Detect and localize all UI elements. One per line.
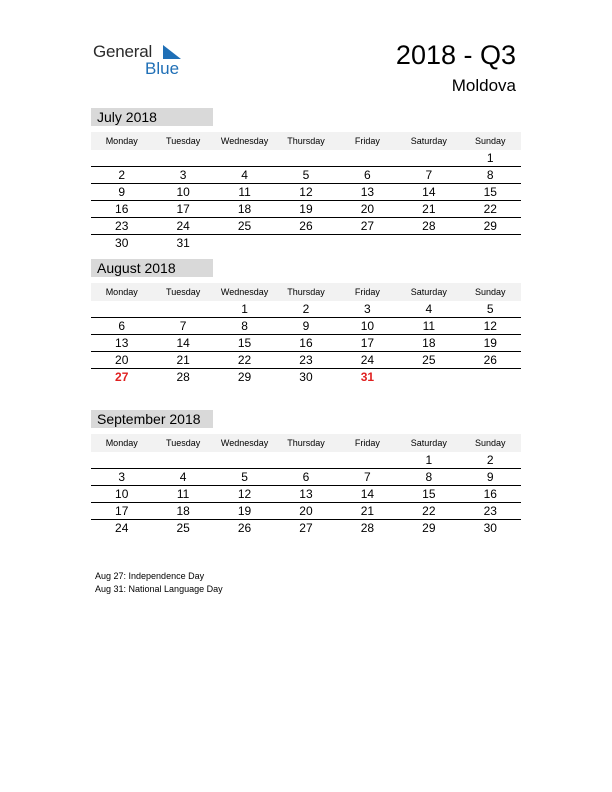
day-cell [152, 452, 213, 468]
week-row [91, 335, 521, 352]
day-cell: 1 [425, 453, 433, 467]
day-cell: 12 [299, 185, 313, 199]
day-cell: 11 [238, 185, 251, 199]
week-row [91, 520, 521, 537]
weekday-label: Saturday [410, 438, 447, 448]
day-cell: 4 [179, 470, 187, 484]
logo-text-general: General [93, 42, 153, 61]
day-cell: 17 [115, 504, 129, 518]
holiday-note: Aug 31: National Language Day [95, 584, 223, 594]
day-cell [460, 235, 521, 252]
day-cell: 15 [237, 336, 252, 350]
day-cell: 8 [241, 319, 248, 333]
day-cell: 16 [483, 487, 497, 501]
weekday-label: Thursday [287, 287, 325, 297]
day-cell [337, 150, 398, 166]
week-row [91, 503, 521, 520]
weekday-header-row [91, 132, 521, 150]
day-cell: 20 [115, 353, 129, 367]
day-cell [275, 150, 336, 166]
week-row [91, 167, 521, 184]
holiday-day-cell: 27 [115, 370, 129, 384]
weekday-label: Thursday [287, 136, 325, 146]
day-cell: 20 [299, 504, 313, 518]
day-cell: 26 [237, 521, 252, 535]
day-cell [460, 369, 521, 386]
day-cell: 10 [115, 487, 129, 501]
week-row [91, 352, 521, 369]
holiday-day-cell: 31 [360, 370, 375, 384]
day-cell: 30 [483, 521, 497, 535]
day-cell: 10 [176, 185, 190, 199]
month-calendar [91, 410, 521, 537]
day-cell: 15 [483, 185, 497, 199]
week-row [91, 452, 521, 469]
weekday-label: Sunday [474, 438, 506, 448]
day-cell: 21 [360, 504, 375, 518]
weekday-label: Wednesday [220, 287, 269, 297]
day-cell: 24 [176, 219, 190, 233]
day-cell: 23 [299, 353, 313, 367]
page-title: 2018 - Q3 [395, 40, 516, 70]
day-cell: 18 [422, 336, 436, 350]
day-cell: 1 [486, 151, 494, 165]
day-cell: 12 [483, 319, 497, 333]
day-cell: 16 [299, 336, 313, 350]
day-cell: 8 [425, 470, 433, 484]
weekday-label: Tuesday [166, 287, 201, 297]
day-cell [398, 369, 459, 386]
week-row [91, 218, 521, 235]
day-cell: 7 [364, 470, 371, 484]
day-cell: 1 [241, 302, 248, 316]
weekday-label: Tuesday [166, 136, 201, 146]
month-calendar [91, 108, 521, 252]
day-cell: 3 [364, 302, 371, 316]
holiday-notes [95, 570, 223, 596]
day-cell [152, 150, 213, 166]
day-cell [275, 235, 336, 252]
month-header: July 2018 [91, 108, 213, 126]
week-row [91, 150, 521, 167]
day-cell: 19 [299, 202, 313, 216]
day-cell: 22 [237, 353, 252, 367]
weekday-label: Friday [354, 136, 380, 146]
day-cell: 30 [299, 370, 313, 384]
day-cell [337, 452, 398, 468]
day-cell: 10 [360, 319, 375, 333]
weekday-label: Monday [105, 136, 138, 146]
day-cell: 21 [176, 353, 190, 367]
day-cell: 23 [483, 504, 497, 518]
weekday-label: Monday [105, 438, 138, 448]
weekday-label: Monday [105, 287, 138, 297]
day-cell [214, 150, 275, 166]
month-header: September 2018 [91, 410, 213, 428]
day-cell: 6 [302, 470, 310, 484]
day-cell: 2 [302, 302, 310, 316]
day-cell: 30 [115, 236, 129, 250]
day-cell: 29 [422, 521, 436, 535]
day-cell: 20 [360, 202, 375, 216]
weekday-label: Wednesday [220, 438, 269, 448]
day-cell: 28 [422, 219, 436, 233]
day-cell: 22 [422, 504, 436, 518]
day-cell [214, 235, 275, 252]
day-cell: 28 [360, 521, 375, 535]
day-cell: 27 [360, 219, 375, 233]
day-cell: 25 [176, 521, 190, 535]
day-cell: 26 [483, 353, 497, 367]
day-cell: 24 [115, 521, 129, 535]
week-row [91, 235, 521, 252]
day-cell [398, 150, 459, 166]
logo-text-blue: Blue [145, 59, 180, 78]
day-cell: 31 [176, 236, 190, 250]
week-row [91, 486, 521, 503]
weekday-header-row [91, 434, 521, 452]
day-cell: 6 [364, 168, 371, 182]
day-cell: 13 [299, 487, 313, 501]
day-cell: 18 [237, 202, 252, 216]
week-row [91, 469, 521, 486]
holiday-note: Aug 27: Independence Day [95, 571, 205, 581]
day-cell: 9 [486, 470, 494, 484]
month-calendar [91, 259, 521, 386]
day-cell: 7 [425, 168, 433, 182]
day-cell [91, 150, 152, 166]
week-row [91, 201, 521, 218]
day-cell: 21 [422, 202, 436, 216]
day-cell: 11 [422, 319, 436, 333]
weekday-label: Thursday [287, 438, 325, 448]
day-cell: 29 [483, 219, 497, 233]
weekday-label: Friday [354, 287, 380, 297]
day-cell: 26 [299, 219, 313, 233]
day-cell: 13 [360, 185, 375, 199]
weekday-label: Sunday [474, 136, 506, 146]
day-cell: 24 [360, 353, 375, 367]
day-cell: 5 [486, 302, 494, 316]
day-cell: 9 [118, 185, 126, 199]
day-cell: 18 [176, 504, 190, 518]
day-cell: 4 [425, 302, 433, 316]
day-cell: 19 [237, 504, 252, 518]
week-row [91, 318, 521, 335]
day-cell: 14 [360, 487, 375, 501]
weekday-label: Friday [354, 438, 380, 448]
day-cell: 11 [176, 487, 190, 501]
day-cell: 27 [299, 521, 313, 535]
day-cell: 12 [237, 487, 252, 501]
day-cell: 3 [179, 168, 187, 182]
week-row [91, 184, 521, 201]
day-cell: 28 [176, 370, 190, 384]
day-cell: 14 [422, 185, 436, 199]
generalblue-logo [93, 42, 193, 78]
week-row [91, 369, 521, 386]
day-cell: 2 [118, 168, 126, 182]
day-cell: 2 [486, 453, 494, 467]
day-cell: 6 [118, 319, 126, 333]
day-cell: 16 [115, 202, 129, 216]
weekday-label: Sunday [474, 287, 506, 297]
day-cell: 8 [486, 168, 494, 182]
day-cell [275, 452, 336, 468]
day-cell [398, 235, 459, 252]
day-cell: 17 [176, 202, 190, 216]
day-cell: 7 [179, 319, 187, 333]
month-header: August 2018 [91, 259, 213, 277]
day-cell: 5 [302, 168, 310, 182]
day-cell: 25 [422, 353, 436, 367]
logo-triangle-icon [163, 45, 181, 59]
day-cell: 29 [237, 370, 252, 384]
day-cell [91, 301, 152, 317]
day-cell [214, 452, 275, 468]
day-cell: 23 [115, 219, 129, 233]
day-cell: 15 [422, 487, 436, 501]
day-cell: 13 [115, 336, 129, 350]
day-cell: 5 [241, 470, 248, 484]
weekday-label: Saturday [410, 287, 447, 297]
week-row [91, 301, 521, 318]
day-cell: 25 [237, 219, 252, 233]
day-cell: 4 [241, 168, 248, 182]
weekday-label: Wednesday [220, 136, 269, 146]
day-cell: 19 [483, 336, 497, 350]
day-cell [91, 452, 152, 468]
day-cell: 14 [176, 336, 190, 350]
day-cell [152, 301, 213, 317]
day-cell: 17 [360, 336, 375, 350]
day-cell: 3 [118, 470, 126, 484]
country-name: Moldova [451, 76, 516, 95]
weekday-label: Tuesday [166, 438, 201, 448]
weekday-header-row [91, 283, 521, 301]
day-cell: 22 [483, 202, 497, 216]
day-cell: 9 [302, 319, 310, 333]
weekday-label: Saturday [410, 136, 447, 146]
day-cell [337, 235, 398, 252]
